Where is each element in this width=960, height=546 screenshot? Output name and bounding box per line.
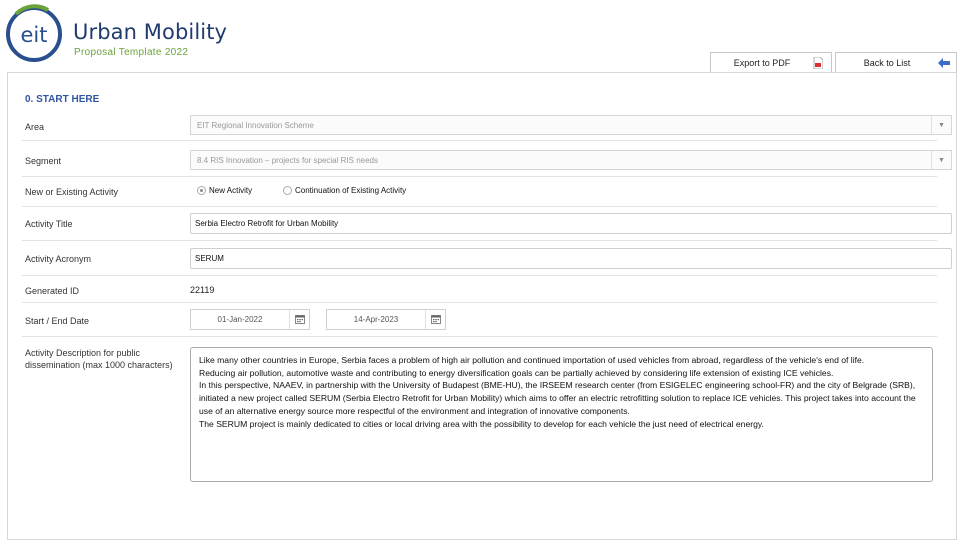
segment-select[interactable] [190,150,952,170]
generated-id-value: 22119 [190,285,215,295]
chevron-down-icon: ▼ [931,116,951,134]
start-date-input[interactable] [190,309,310,330]
export-pdf-button[interactable] [710,52,832,74]
page-header [0,0,960,72]
activity-title-row [22,207,937,241]
generated-id-label: Generated ID [25,286,80,296]
chevron-down-icon: ▼ [931,151,951,169]
section-title: 0. START HERE [25,94,100,105]
logo-text: eit [20,23,48,47]
activity-type-row [22,177,937,207]
export-pdf-label: Export to PDF [733,58,791,68]
brand-subtitle: Proposal Template 2022 [74,47,189,58]
dates-label: Start / End Date [25,316,90,326]
activity-acronym-input[interactable]: SERUM [190,248,952,269]
pdf-icon [813,57,823,69]
radio-new-activity[interactable] [197,186,252,195]
activity-type-label: New or Existing Activity [25,187,119,197]
calendar-icon[interactable] [425,310,445,329]
end-date-value: 14-Apr-2023 [353,315,399,324]
form-panel [7,72,957,540]
segment-row [22,141,945,177]
back-to-list-label: Back to List [863,58,911,68]
area-value: EIT Regional Innovation Scheme [197,120,314,130]
dates-row [22,303,937,337]
eit-logo-icon [4,2,66,64]
activity-acronym-row [22,241,937,276]
start-date-value: 01-Jan-2022 [217,315,263,324]
area-select[interactable] [190,115,952,135]
radio-checked-icon [197,186,206,195]
radio-unchecked-icon [283,186,292,195]
description-textarea[interactable]: Like many other countries in Europe, Serbia faces a problem of high air pollution and continued importation of used vehicles from abroad, regardless of the vehicle's end of life. Reducing air pollution, automotive waste and contributing to energy diversification goals can be partially achieved by considering life extension of existing ICE vehicles. In this perspective, NAAEV, in partnership with the University of Budapest (BME-HU), the IRSEEM research center (from ESIGELEC engineering school-FR) and the city of Belgrade (SRB), initiated a new project called SERUM (Serbia Electro Retrofit for Urban Mobility) which aims to offer an electric retrofitting solution to replace ICE vehicles. This project takes into account the use of an alternative energy source more respectful of the environment and integration of innovative components. The SERUM project is mainly dedicated to cities or local driving area with the possibility to develop for each vehicle the just need of electrical energy. [190,347,933,482]
activity-title-input[interactable]: Serbia Electro Retrofit for Urban Mobility [190,213,952,234]
segment-label: Segment [25,156,62,166]
arrow-left-icon [938,58,950,68]
radio-new-activity-label: New Activity [209,186,253,195]
description-label: Activity Description for public dissemination (max 1000 characters) [25,348,173,370]
segment-value: 8.4 RIS Innovation – projects for special RIS needs [197,155,378,165]
radio-continuation-activity[interactable] [283,186,406,195]
back-to-list-button[interactable] [835,52,957,74]
brand-title: Urban Mobility [73,20,228,44]
radio-continuation-label: Continuation of Existing Activity [295,186,407,195]
end-date-input[interactable] [326,309,446,330]
generated-id-row [22,276,937,303]
area-label: Area [25,122,45,132]
calendar-icon[interactable] [289,310,309,329]
activity-title-label: Activity Title [25,219,73,229]
area-row [22,111,945,141]
activity-acronym-label: Activity Acronym [25,254,92,264]
